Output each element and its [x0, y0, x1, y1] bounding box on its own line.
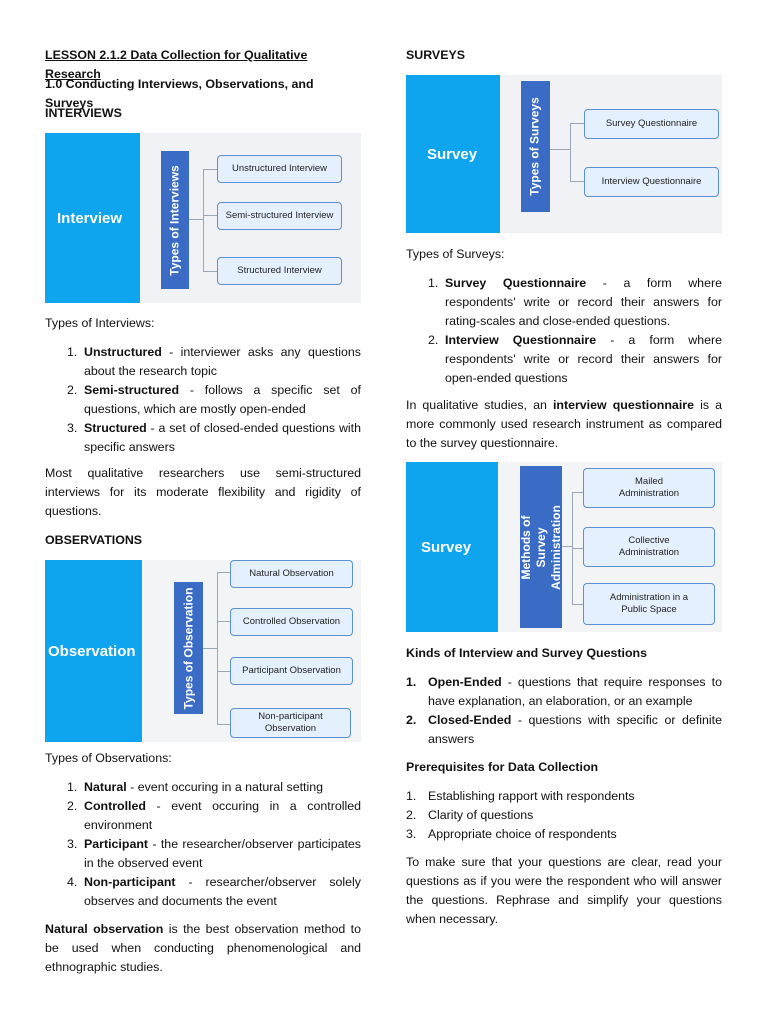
observation-main-box: Observation [45, 560, 142, 742]
list-item: 2. Semi-structured - follows a specific set of questions, which are mostly open-ended [67, 383, 361, 416]
types-of-interviews-label: Types of Interviews: [45, 316, 155, 330]
lesson-title: LESSON 2.1.2 Data Collection for Qualitative Research [45, 48, 308, 81]
observation-types-bar [174, 582, 203, 714]
methods-survey-main-box: Survey [406, 462, 498, 632]
methods-bar [520, 466, 562, 628]
node-administration-public-space: Administration in a Public Space [583, 583, 715, 625]
list-item: 3. Participant - the researcher/observer participates in the observed event [67, 837, 361, 870]
list-item: 1. Survey Questionnaire - a form where respondents' write or record their answers for rating-scales and close-ended questions. [428, 276, 722, 328]
observation-types-label: Types of Observation [181, 587, 195, 709]
list-item: 3. Appropriate choice of respondents [406, 827, 617, 841]
interview-note: Most qualitative researchers use semi-structured interviews for its moderate flexibility and rigidity of questions. [45, 466, 361, 518]
list-item: 2. Closed-Ended - questions with specific or definite answers [406, 713, 722, 746]
node-interview-questionnaire: Interview Questionnaire [584, 167, 719, 197]
survey-main-box: Survey [406, 75, 500, 233]
list-item: 1. Unstructured - interviewer asks any questions about the research topic [67, 345, 361, 378]
list-item: 2. Interview Questionnaire - a form where respondents' write or record their answers for open-ended questions [428, 333, 722, 385]
methods-label: Methods of Survey Administration [518, 504, 563, 590]
list-item: 3. Structured - a set of closed-ended questions with specific answers [67, 421, 361, 454]
prerequisites-list [406, 787, 722, 844]
section-title: 1.0 Conducting Interviews, Observations, and Surveys [45, 77, 314, 110]
observation-types-list [45, 778, 361, 911]
node-mailed-administration: Mailed Administration [583, 468, 715, 508]
node-semi-structured-interview: Semi-structured Interview [217, 202, 342, 230]
node-survey-questionnaire: Survey Questionnaire [584, 109, 719, 139]
interview-questionnaire-note: In qualitative studies, an interview questionnaire is a more commonly used research instrument as compared to the survey questionnaire. [406, 398, 722, 450]
list-item: 1. Establishing rapport with respondents [406, 789, 635, 803]
node-structured-interview: Structured Interview [217, 257, 342, 285]
types-of-observations-label: Types of Observations: [45, 751, 172, 765]
survey-methods-diagram [406, 462, 722, 632]
survey-types-bar [521, 81, 550, 212]
list-item: 1. Open-Ended - questions that require responses to have explanation, an elaboration, or an example [406, 675, 722, 708]
natural-observation-note: Natural observation is the best observation method to be used when conducting phenomenological and ethnographic studies. [45, 922, 362, 974]
observation-diagram [45, 560, 361, 742]
list-item: 4. Non-participant - researcher/observer solely observes and documents the event [67, 875, 361, 908]
prerequisites-heading: Prerequisites for Data Collection [406, 760, 599, 774]
types-of-surveys-label: Types of Surveys: [406, 247, 505, 261]
list-item: 2. Controlled - event occuring in a controlled environment [67, 799, 361, 832]
interview-types-bar [161, 151, 189, 289]
interview-main-box: Interview [45, 133, 140, 303]
survey-types-label: Types of Surveys [528, 97, 543, 196]
survey-types-diagram [406, 75, 722, 233]
interview-diagram [45, 133, 361, 303]
list-item: 2. Clarity of questions [406, 808, 534, 822]
interview-types-label: Types of Interviews [167, 164, 182, 276]
list-item: 1. Natural - event occuring in a natural setting [67, 780, 323, 794]
closing-note: To make sure that your questions are clear, read your questions as if you were the respondent who will answer the questions. Rephrase and simplify your questions when necessary. [406, 855, 722, 926]
interview-types-list [45, 343, 361, 457]
kinds-heading: Kinds of Interview and Survey Questions [406, 646, 647, 660]
kinds-list [406, 673, 722, 749]
node-unstructured-interview: Unstructured Interview [217, 155, 342, 183]
node-non-participant-observation: Non-participant Observation [230, 708, 351, 738]
survey-types-list [406, 274, 722, 388]
node-natural-observation: Natural Observation [230, 560, 353, 588]
node-participant-observation: Participant Observation [230, 657, 353, 685]
node-collective-administration: Collective Administration [583, 527, 715, 567]
node-controlled-observation: Controlled Observation [230, 608, 353, 636]
observations-heading: OBSERVATIONS [45, 533, 143, 547]
interviews-heading: INTERVIEWS [45, 106, 122, 120]
surveys-heading: SURVEYS [406, 48, 465, 62]
